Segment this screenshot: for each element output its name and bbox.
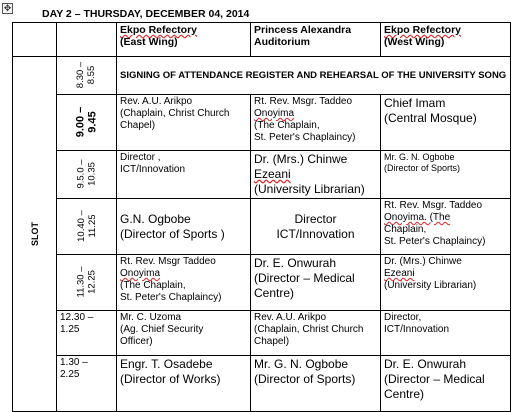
speaker-line: Mr. G. N. Ogbobe xyxy=(384,152,455,162)
time-cell xyxy=(57,255,117,311)
table-row xyxy=(13,311,511,356)
time-end: 9.45 xyxy=(86,111,99,133)
time-end: 2.25 xyxy=(60,369,80,380)
speaker-line: (The Chaplain, xyxy=(120,280,186,291)
speaker-line: Mr. G. N. Ogbobe xyxy=(254,357,349,371)
speaker-line: Dr. E. Onwurah xyxy=(384,357,467,371)
time-cell xyxy=(57,151,117,199)
session-cell xyxy=(251,255,381,311)
table-row xyxy=(13,57,511,95)
speaker-line: (University Librarian) xyxy=(384,280,477,291)
session-cell xyxy=(117,95,251,151)
session-cell xyxy=(381,356,511,412)
time-cell xyxy=(57,57,117,95)
session-cell xyxy=(251,95,381,151)
speaker-line: Centre) xyxy=(254,286,295,300)
speaker-line: ICT/Innovation xyxy=(276,226,355,241)
session-cell xyxy=(251,356,381,412)
time-cell xyxy=(57,95,117,151)
speaker-line: (Director – Medical xyxy=(254,271,355,285)
speaker-line: Director, xyxy=(384,312,422,323)
time-end: 11.25 xyxy=(86,214,98,238)
speaker-line: Chief Imam xyxy=(384,96,446,110)
speaker-line: St. Peter's Chaplaincy) xyxy=(120,292,222,303)
session-cell xyxy=(251,199,381,255)
session-cell xyxy=(381,95,511,151)
speaker-line: Onoyima xyxy=(120,268,161,279)
time-start: 9.00 – xyxy=(74,106,87,138)
speaker-line: Ezeani xyxy=(384,268,415,279)
speaker-line: (Ag. Chief Security xyxy=(120,324,204,335)
speaker-line: ICT/Innovation xyxy=(120,164,186,175)
session-cell xyxy=(381,311,511,356)
time-start: 12.30 – xyxy=(60,312,94,323)
speaker-line: Director , xyxy=(120,152,161,163)
session-cell xyxy=(117,199,251,255)
speaker-line: (The Chaplain, xyxy=(254,120,320,131)
session-cell xyxy=(117,151,251,199)
session-cell xyxy=(381,255,511,311)
schedule-table xyxy=(12,22,511,412)
time-start: 11.30 – xyxy=(75,266,87,298)
time-start: 1.30 – xyxy=(60,357,88,368)
speaker-line: (Director of Sports ) xyxy=(120,226,225,241)
session-cell xyxy=(381,199,511,255)
session-cell xyxy=(381,151,511,199)
venue-name: Princess Alexandra xyxy=(254,24,352,36)
speaker-line: (Chaplain, Christ Church xyxy=(120,108,230,119)
table-row xyxy=(13,356,511,412)
speaker-line: Rev. A.U. Arikpo xyxy=(120,96,193,107)
speaker-line: G.N. Ogbobe xyxy=(120,211,191,226)
speaker-line: Dr. (Mrs.) Chinwe xyxy=(384,256,462,267)
time-end: 1.25 xyxy=(60,324,80,335)
time-end: 10.35 xyxy=(86,162,98,186)
speaker-line: Dr. E. Onwurah xyxy=(254,256,337,270)
speaker-line: (Chaplain, Christ Church xyxy=(254,324,364,335)
speaker-line: Officer) xyxy=(120,336,153,347)
table-row xyxy=(13,255,511,311)
table-row xyxy=(13,95,511,151)
speaker-line: Director xyxy=(294,211,337,226)
speaker-line: Mr. C. Uzoma xyxy=(120,312,182,323)
speaker-line: ICT/Innovation xyxy=(384,324,450,335)
session-cell xyxy=(117,356,251,412)
slot-label: SLOT xyxy=(29,221,40,246)
speaker-line: Chapel) xyxy=(254,336,290,347)
venue-header-east-wing xyxy=(117,23,251,57)
venue-subtitle: (West Wing) xyxy=(384,36,445,48)
venue-subtitle: (East Wing) xyxy=(120,36,178,48)
speaker-line: Centre) xyxy=(384,387,425,401)
venue-name: Ekpo Refectory xyxy=(120,24,198,36)
speaker-line: Dr. (Mrs.) Chinwe xyxy=(254,152,348,166)
speaker-line: (Director of Works) xyxy=(120,372,221,386)
speaker-line: (Central Mosque) xyxy=(384,111,477,125)
time-start: 8.30 – xyxy=(75,61,87,89)
speaker-line: Onoyima xyxy=(254,108,295,119)
session-cell xyxy=(251,311,381,356)
speaker-line: Rt. Rev. Msgr Taddeo xyxy=(120,256,216,267)
time-cell xyxy=(57,356,117,412)
table-move-handle-icon[interactable]: ✥ xyxy=(3,3,12,13)
empty-header-cell xyxy=(13,23,57,57)
venue-subtitle: Auditorium xyxy=(254,36,310,48)
speaker-line: Rt. Rev. Msgr. Taddeo xyxy=(254,96,353,107)
time-end: 8.55 xyxy=(86,65,98,85)
speaker-line: Chaplain, xyxy=(384,224,427,235)
time-cell xyxy=(57,311,117,356)
venue-header-auditorium xyxy=(251,23,381,57)
speaker-line: Rev. A.U. Arikpo xyxy=(254,312,327,323)
page-title: DAY 2 – THURSDAY, DECEMBER 04, 2014 xyxy=(42,8,250,20)
speaker-line: Onoyima. (The xyxy=(384,212,451,223)
speaker-line: Ezeani xyxy=(254,167,291,181)
empty-header-cell xyxy=(57,23,117,57)
session-cell xyxy=(117,255,251,311)
speaker-line: Chapel) xyxy=(120,120,156,131)
time-start: 9.5.0 – xyxy=(75,159,87,189)
speaker-line: (University Librarian) xyxy=(254,182,365,196)
speaker-line: Engr. T. Osadebe xyxy=(120,357,213,371)
slot-label-cell xyxy=(13,57,57,412)
speaker-line: (Director of Sports) xyxy=(254,372,356,386)
event-cell: SIGNING OF ATTENDANCE REGISTER AND REHEARSAL OF THE UNIVERSITY SONG xyxy=(117,57,511,95)
time-cell xyxy=(57,199,117,255)
venue-name: Ekpo Refectory xyxy=(384,24,462,36)
speaker-line: Rt. Rev. Msgr. Taddeo xyxy=(384,200,483,211)
speaker-line: (Director of Sports) xyxy=(384,163,461,173)
session-cell xyxy=(117,311,251,356)
speaker-line: St. Peter's Chaplaincy) xyxy=(254,132,356,143)
venue-header-west-wing xyxy=(381,23,511,57)
time-start: 10.40 – xyxy=(75,210,87,242)
time-end: 12.25 xyxy=(86,270,98,294)
table-row xyxy=(13,151,511,199)
table-header-row xyxy=(13,23,511,57)
speaker-line: (Director – Medical xyxy=(384,372,485,386)
session-cell xyxy=(251,151,381,199)
table-row xyxy=(13,199,511,255)
speaker-line: St. Peter's Chaplaincy) xyxy=(384,236,486,247)
